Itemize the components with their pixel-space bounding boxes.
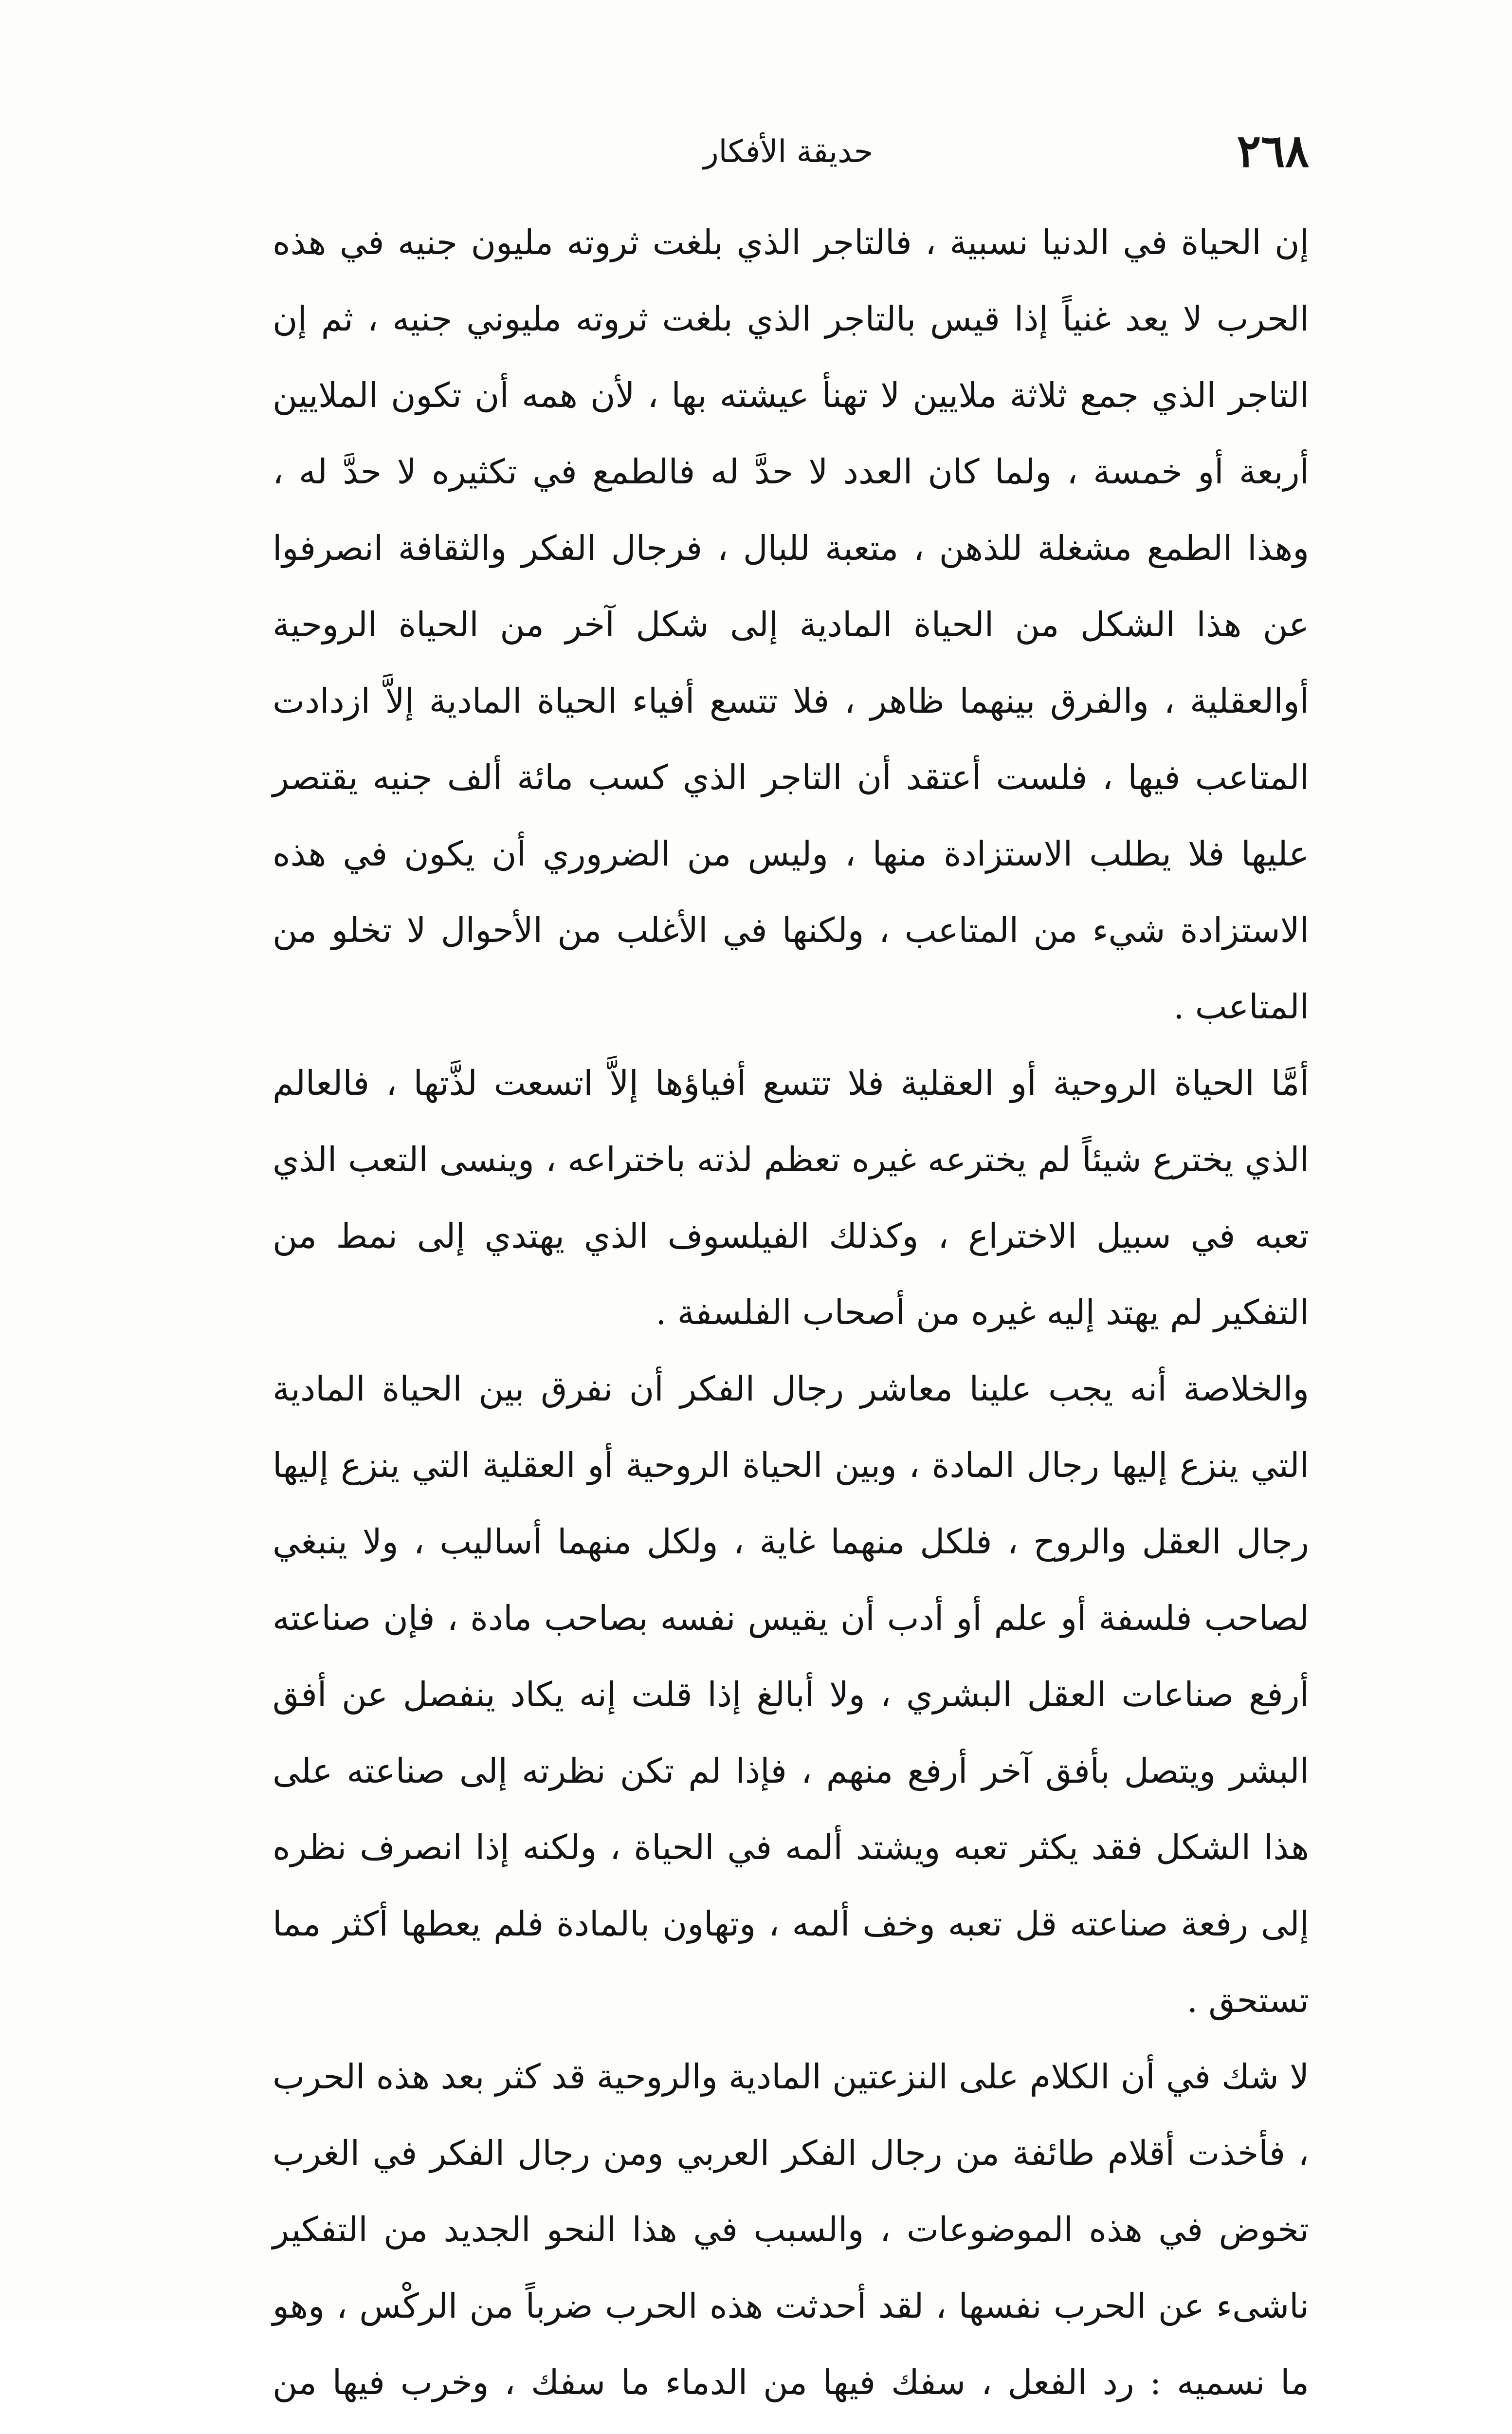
paragraph-2: أمَّا الحياة الروحية أو العقلية فلا تتسع أفياؤها إلاَّ اتسعت لذَّتها ، فالعالم الذي يخترع شيئاً لم يخترعه غيره تعظم لذته باختراعه ، وينسى التعب الذي تعبه في سبيل الاختراع ، وكذلك الفيلسوف الذي يهتدي إلى نمط من التفكير لم يهتد إليه غيره من أصحاب الفلسفة . [273,1063,1309,1332]
page-header [273,124,1309,178]
body-text [273,204,1309,2434]
running-title: حديقة الأفكار [703,134,874,170]
paragraph-1: إن الحياة في الدنيا نسبية ، فالتاجر الذي بلغت ثروته مليون جنيه في هذه الحرب لا يعد غنياً إذا قيس بالتاجر الذي بلغت ثروته مليوني جنيه ، ثم إن التاجر الذي جمع ثلاثة ملايين لا تهنأ عيشته بها ، لأن همه أن تكون الملايين أربعة أو خمسة ، ولما كان العدد لا حدَّ له فالطمع في تكثيره لا حدَّ له ، وهذا الطمع مشغلة للذهن ، متعبة للبال ، فرجال الفكر والثقافة انصرفوا عن هذا الشكل من الحياة المادية إلى شكل آخر من الحياة الروحية أوالعقلية ، والفرق بينهما ظاهر ، فلا تتسع أفياء الحياة المادية إلاَّ ازدادت المتاعب فيها ، فلست أعتقد أن التاجر الذي كسب مائة ألف جنيه يقتصر عليها فلا يطلب الاستزادة منها ، وليس من الضروري أن يكون في هذه الاستزادة شيء من المتاعب ، ولكنها في الأغلب من الأحوال لا تخلو من المتاعب . [273,222,1309,1027]
page-number: ٢٦٨ [1237,125,1309,177]
paragraph-3: والخلاصة أنه يجب علينا معاشر رجال الفكر أن نفرق بين الحياة المادية التي ينزع إليها رجال المادة ، وبين الحياة الروحية أو العقلية التي ينزع إليها رجال العقل والروح ، فلكل منهما غاية ، ولكل منهما أساليب ، ولا ينبغي لصاحب فلسفة أو علم أو أدب أن يقيس نفسه بصاحب مادة ، فإن صناعته أرفع صناعات العقل البشري ، ولا أبالغ إذا قلت إنه يكاد ينفصل عن أفق البشر ويتصل بأفق آخر أرفع منهم ، فإذا لم تكن نظرته إلى صناعته على هذا الشكل فقد يكثر تعبه ويشتد ألمه في الحياة ، ولكنه إذا انصرف نظره إلى رفعة صناعته قل تعبه وخف ألمه ، وتهاون بالمادة فلم يعطها أكثر مما تستحق . [273,1369,1310,2020]
paragraph-4: لا شك في أن الكلام على النزعتين المادية والروحية قد كثر بعد هذه الحرب ، فأخذت أقلام طائفة من رجال الفكر العربي ومن رجال الفكر في الغرب تخوض في هذه الموضوعات ، والسبب في هذا النحو الجديد من التفكير ناشىء عن الحرب نفسها ، لقد أحدثت هذه الحرب ضرباً من الركْس ، وهو ما نسميه : رد الفعل ، سفك فيها من الدماء ما سفك ، وخرب فيها من [273,2057,1309,2402]
